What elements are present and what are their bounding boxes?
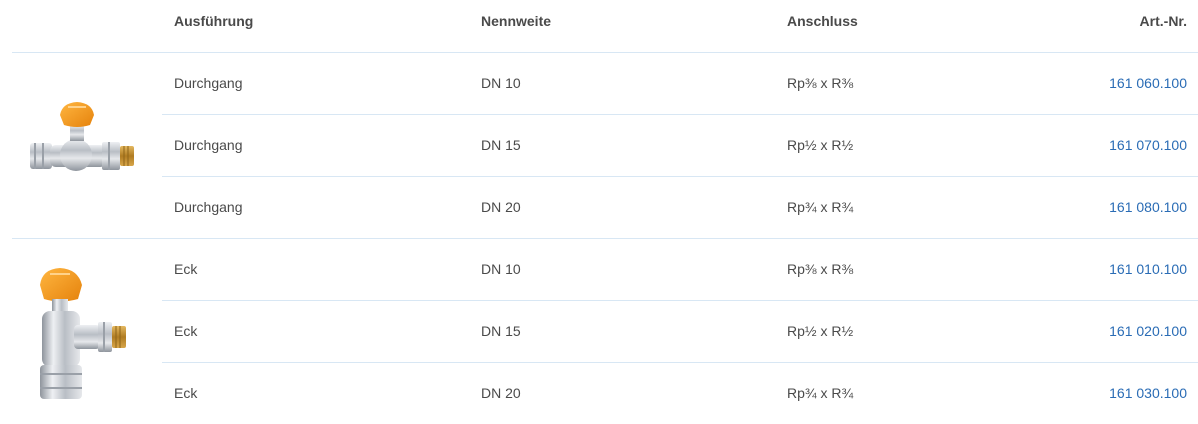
cell-anschluss: Rp½ x R½	[787, 137, 854, 153]
article-number-link[interactable]: 161 010.100	[1109, 261, 1187, 277]
table-row	[162, 301, 1198, 363]
cell-nennweite: DN 15	[481, 137, 521, 153]
cell-ausfuehrung: Eck	[174, 385, 198, 401]
header-nennweite: Nennweite	[481, 13, 552, 29]
header-ausfuehrung: Ausführung	[174, 13, 254, 29]
table-row	[162, 363, 1198, 424]
cell-ausfuehrung: Durchgang	[174, 75, 243, 91]
cell-anschluss: Rp¾ x R¾	[787, 199, 854, 215]
table-row	[162, 239, 1198, 301]
cell-ausfuehrung: Durchgang	[174, 137, 243, 153]
table-group-durchgang	[12, 53, 1198, 238]
cell-nennweite: DN 20	[481, 385, 521, 401]
cell-anschluss: Rp⅜ x R⅜	[787, 261, 854, 277]
article-number-link[interactable]: 161 080.100	[1109, 199, 1187, 215]
cell-ausfuehrung: Eck	[174, 261, 198, 277]
cell-nennweite: DN 20	[481, 199, 521, 215]
cell-anschluss: Rp½ x R½	[787, 323, 854, 339]
table-row	[162, 115, 1198, 177]
table-group-eck	[12, 239, 1198, 416]
cell-ausfuehrung: Eck	[174, 323, 198, 339]
article-number-link[interactable]: 161 070.100	[1109, 137, 1187, 153]
article-number-link[interactable]: 161 020.100	[1109, 323, 1187, 339]
table-header	[12, 0, 1198, 53]
cell-nennweite: DN 10	[481, 261, 521, 277]
table-row	[162, 177, 1198, 238]
cell-anschluss: Rp¾ x R¾	[787, 385, 854, 401]
cell-anschluss: Rp⅜ x R⅜	[787, 75, 854, 91]
article-number-link[interactable]: 161 030.100	[1109, 385, 1187, 401]
straight-valve-icon	[20, 85, 144, 205]
angle-valve-icon	[20, 259, 144, 415]
article-number-link[interactable]: 161 060.100	[1109, 75, 1187, 91]
cell-ausfuehrung: Durchgang	[174, 199, 243, 215]
header-artnr: Art.-Nr.	[1139, 13, 1187, 29]
header-anschluss: Anschluss	[787, 13, 858, 29]
table-row	[162, 53, 1198, 115]
cell-nennweite: DN 10	[481, 75, 521, 91]
cell-nennweite: DN 15	[481, 323, 521, 339]
